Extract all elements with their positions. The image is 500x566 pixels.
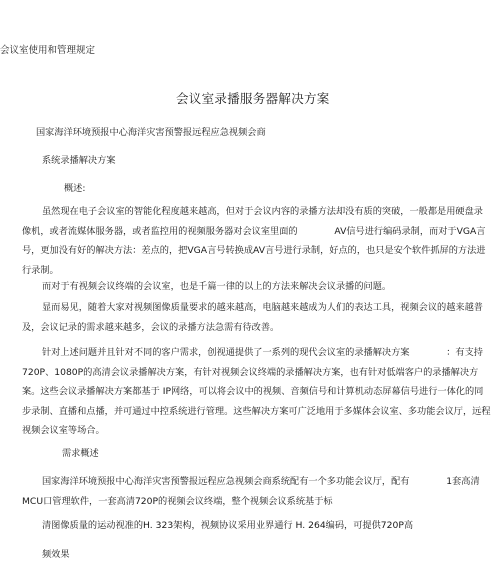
document-title: 会议室录播服务器解决方案 bbox=[176, 91, 330, 106]
section-heading-overview: 概述: bbox=[64, 183, 86, 194]
paragraph-solutions: 针对上述问题并且针对不同的客户需求，创视通提供了一系列的现代会议室的录播解决方案 ：有支持720P、1080P的高清会议录播解决方案，有针对视频会议终端的录播解决方案，也有针对低端客户的录播解决方案。这些会议录播解决方案都基于 IP网络，可以将会议中的视频、音频信号和计算机动态屏幕信号进行一体化的同步录制、直播和点播，并可通过中控系统进行管理。这些解决方案可广泛地用于多媒体会议室、多功能会议厅，远程视频会议室等场合。 bbox=[22, 347, 491, 436]
paragraph-overview: 虽然现在电子会议室的智能化程度越来越高，但对于会议内容的录播方法却没有质的突破，一般都是用硬盘录像机，或者流媒体服务器，或者监控用的视频服务器对会议室里面的 AV信号进行编码录制，而对于VGA言号，更加没有好的解决方法：差点的，把VGA言号转换成AV言号进行录制，好点的，也只是安个软件抓屏的方法进行录制。 bbox=[22, 206, 486, 276]
paragraph-requirements: 国家海洋环境预报中心海洋灾害预警报远程应急视频会商系统配有一个多功能会议厅，配有 1套高清MCU口管理软件，一套高清720P的视频会议终端，整个视频会议系统基于标 bbox=[22, 476, 480, 507]
page-header: 会议室使用和管理规定 bbox=[0, 45, 96, 56]
paragraph-demand: 显而易见，随着大家对视频图像质量要求的越来越高，电脑越来越成为人们的表达工具，视频会议的越来越普及，会议记录的需求越来越多，会议的录播方法急需有待改善。 bbox=[22, 302, 483, 333]
section-heading-requirements: 需求概述 bbox=[62, 448, 99, 459]
paragraph-terminal: 而对于有视频会议终端的会议室，也是千篇一律的以上的方法来解决会议录播的问题。 bbox=[42, 281, 392, 292]
paragraph-line-h323: 清图像质量的运动视准的H. 323架构，视频协议采用业界通行 H. 264编码，可提供720P高 bbox=[42, 520, 414, 531]
section-heading-system: 系统录播解决方案 bbox=[42, 155, 116, 166]
organization-line: 国家海洋环境预报中心海洋灾害预警报远程应急视频会商 bbox=[36, 127, 266, 138]
paragraph-line-effect: 频效果 bbox=[42, 549, 70, 560]
